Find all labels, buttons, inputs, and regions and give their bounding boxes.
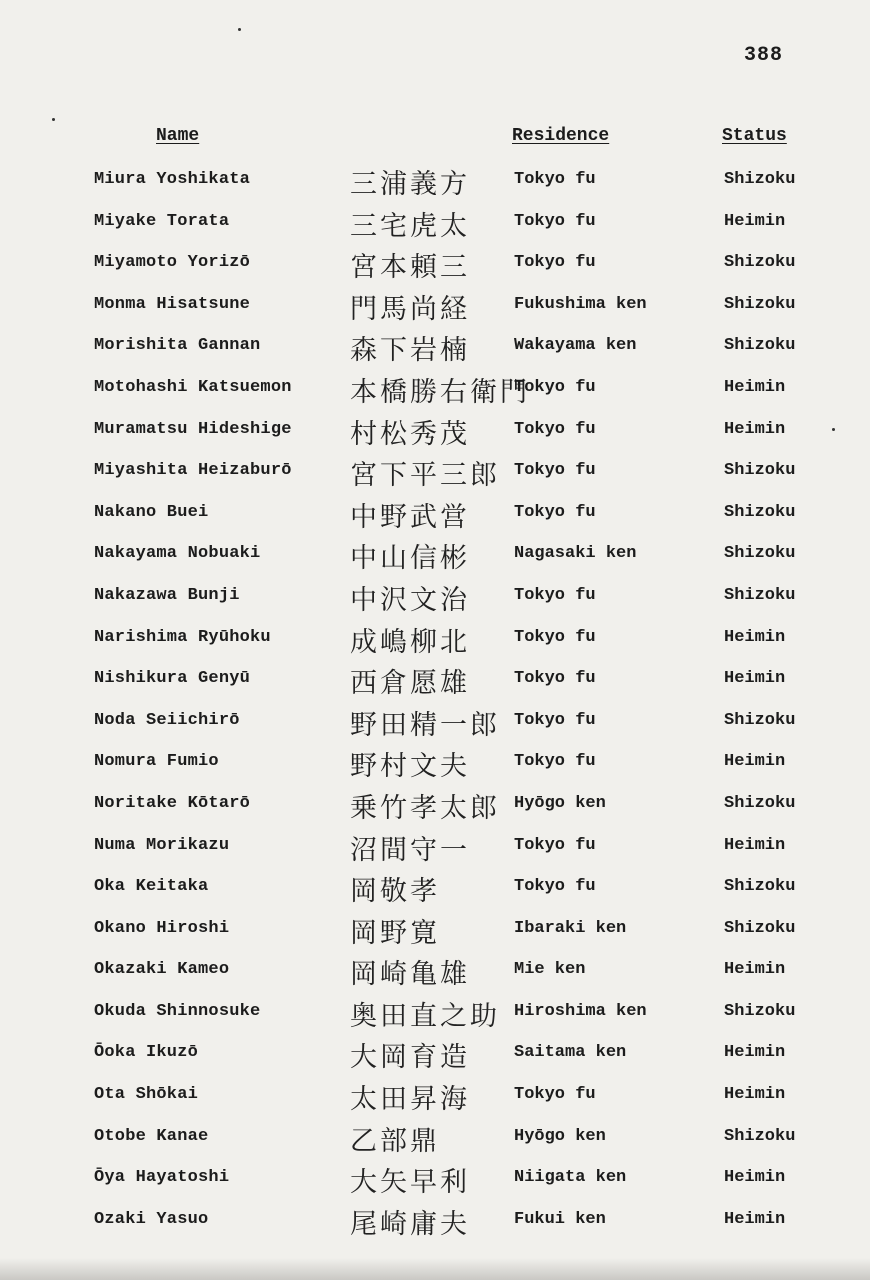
row-name: Miura Yoshikata <box>94 170 251 189</box>
row-status: Shizoku <box>724 502 796 522</box>
row-kanji: 大矢早利 <box>350 1167 470 1199</box>
row-status: Shizoku <box>724 461 796 481</box>
row-residence: Tokyo fu <box>514 877 596 897</box>
row-name: Ōya Hayatoshi <box>94 1168 230 1188</box>
row-name: Ota Shōkai <box>94 1085 199 1105</box>
speck <box>52 118 55 121</box>
row-residence: Wakayama ken <box>514 336 637 356</box>
table-row <box>0 412 870 454</box>
row-status: Shizoku <box>724 294 796 314</box>
row-kanji: 中沢文治 <box>350 584 470 616</box>
row-kanji: 乗竹孝太郎 <box>350 792 500 824</box>
row-residence: Hiroshima ken <box>514 1001 647 1021</box>
row-kanji: 村松秀茂 <box>350 418 470 450</box>
table-row <box>0 245 870 287</box>
row-kanji: 奥田直之助 <box>350 1000 500 1032</box>
row-residence: Tokyo fu <box>514 669 596 689</box>
row-residence: Fukui ken <box>514 1209 606 1229</box>
row-status: Shizoku <box>724 877 796 897</box>
row-residence: Tokyo fu <box>514 502 596 522</box>
table-row <box>0 204 870 246</box>
row-status: Heimin <box>724 1209 786 1229</box>
table-row <box>0 495 870 537</box>
table-row <box>0 1035 870 1077</box>
row-status: Shizoku <box>724 1001 796 1021</box>
row-kanji: 大岡育造 <box>350 1042 470 1074</box>
header-residence: Residence <box>512 126 610 146</box>
row-name: Ozaki Yasuo <box>94 1209 209 1229</box>
row-name: Morishita Gannan <box>94 336 261 356</box>
row-residence: Tokyo fu <box>514 710 596 730</box>
row-kanji: 本橋勝右衛門 <box>350 376 530 408</box>
row-kanji: 岡崎亀雄 <box>350 959 470 991</box>
row-kanji: 宮下平三郎 <box>350 460 500 492</box>
row-name: Oka Keitaka <box>94 877 209 897</box>
row-name: Miyake Torata <box>94 211 230 231</box>
row-name: Miyamoto Yorizō <box>94 253 251 273</box>
row-name: Okazaki Kameo <box>94 960 230 980</box>
row-name: Nakano Buei <box>94 502 209 522</box>
row-name: Noda Seiichirō <box>94 710 240 730</box>
row-residence: Fukushima ken <box>514 294 647 314</box>
row-status: Heimin <box>724 419 786 439</box>
row-residence: Saitama ken <box>514 1043 627 1063</box>
row-status: Shizoku <box>724 336 796 356</box>
row-name: Muramatsu Hideshige <box>94 419 292 439</box>
row-name: Monma Hisatsune <box>94 294 251 314</box>
table-row <box>0 370 870 412</box>
row-residence: Niigata ken <box>514 1168 627 1188</box>
row-status: Heimin <box>724 377 786 397</box>
roster-table <box>0 162 870 1243</box>
table-row <box>0 1077 870 1119</box>
row-residence: Tokyo fu <box>514 419 596 439</box>
row-kanji: 野田精一郎 <box>350 709 500 741</box>
table-row <box>0 287 870 329</box>
speck <box>238 28 241 31</box>
row-residence: Tokyo fu <box>514 627 596 647</box>
page-number: 388 <box>744 44 784 67</box>
row-residence: Tokyo fu <box>514 752 596 772</box>
row-residence: Tokyo fu <box>514 170 596 189</box>
table-row <box>0 744 870 786</box>
row-status: Shizoku <box>724 253 796 273</box>
row-kanji: 宮本頼三 <box>350 252 470 284</box>
row-kanji: 岡野寛 <box>350 917 440 949</box>
row-kanji: 森下岩楠 <box>350 335 470 367</box>
table-row <box>0 1160 870 1202</box>
row-residence: Tokyo fu <box>514 253 596 273</box>
row-status: Heimin <box>724 1043 786 1063</box>
row-status: Heimin <box>724 835 786 855</box>
row-residence: Tokyo fu <box>514 835 596 855</box>
table-row <box>0 786 870 828</box>
row-kanji: 西倉愿雄 <box>350 668 470 700</box>
row-name: Okano Hiroshi <box>94 918 230 938</box>
row-residence: Hyōgo ken <box>514 793 606 813</box>
row-name: Okuda Shinnosuke <box>94 1001 261 1021</box>
row-name: Motohashi Katsuemon <box>94 377 292 397</box>
row-kanji: 中山信彬 <box>350 543 470 575</box>
header-name: Name <box>156 126 200 146</box>
row-name: Noritake Kōtarō <box>94 793 251 813</box>
row-status: Shizoku <box>724 793 796 813</box>
table-row <box>0 828 870 870</box>
row-status: Shizoku <box>724 1126 796 1146</box>
row-status: Heimin <box>724 752 786 772</box>
row-kanji: 三浦義方 <box>350 169 470 200</box>
row-name: Nakazawa Bunji <box>94 585 240 605</box>
row-kanji: 門馬尚経 <box>350 293 470 325</box>
row-status: Heimin <box>724 627 786 647</box>
table-row <box>0 578 870 620</box>
table-row <box>0 620 870 662</box>
row-name: Narishima Ryūhoku <box>94 627 271 647</box>
table-row <box>0 911 870 953</box>
row-residence: Tokyo fu <box>514 1085 596 1105</box>
page-edge-shadow <box>0 1258 870 1280</box>
row-kanji: 尾崎庸夫 <box>350 1208 470 1240</box>
table-row <box>0 994 870 1036</box>
table-row <box>0 162 870 204</box>
table-row <box>0 703 870 745</box>
table-row <box>0 328 870 370</box>
row-status: Shizoku <box>724 710 796 730</box>
row-status: Shizoku <box>724 544 796 564</box>
row-status: Shizoku <box>724 918 796 938</box>
row-residence: Tokyo fu <box>514 211 596 231</box>
row-status: Heimin <box>724 960 786 980</box>
row-kanji: 岡敬孝 <box>350 876 440 908</box>
table-row <box>0 869 870 911</box>
table-header <box>0 126 870 152</box>
row-name: Nomura Fumio <box>94 752 219 772</box>
row-name: Ōoka Ikuzō <box>94 1043 199 1063</box>
row-residence: Hyōgo ken <box>514 1126 606 1146</box>
row-residence: Tokyo fu <box>514 377 596 397</box>
table-row <box>0 1119 870 1161</box>
row-kanji: 中野武営 <box>350 501 470 533</box>
row-status: Heimin <box>724 669 786 689</box>
row-name: Miyashita Heizaburō <box>94 461 292 481</box>
row-status: Heimin <box>724 211 786 231</box>
row-status: Heimin <box>724 1085 786 1105</box>
row-status: Shizoku <box>724 170 796 189</box>
row-name: Numa Morikazu <box>94 835 230 855</box>
row-residence: Ibaraki ken <box>514 918 627 938</box>
row-kanji: 三宅虎太 <box>350 210 470 242</box>
row-residence: Mie ken <box>514 960 586 980</box>
row-name: Nishikura Genyū <box>94 669 251 689</box>
table-row <box>0 536 870 578</box>
row-kanji: 野村文夫 <box>350 751 470 783</box>
row-name: Nakayama Nobuaki <box>94 544 261 564</box>
row-status: Shizoku <box>724 585 796 605</box>
row-name: Otobe Kanae <box>94 1126 209 1146</box>
row-residence: Nagasaki ken <box>514 544 637 564</box>
table-row <box>0 1202 870 1244</box>
table-row <box>0 661 870 703</box>
row-kanji: 沼間守一 <box>350 834 470 866</box>
row-residence: Tokyo fu <box>514 585 596 605</box>
row-kanji: 成嶋柳北 <box>350 626 470 658</box>
row-kanji: 太田昇海 <box>350 1084 470 1116</box>
row-kanji: 乙部鼎 <box>350 1125 440 1157</box>
header-status: Status <box>722 126 787 146</box>
row-status: Heimin <box>724 1168 786 1188</box>
table-row <box>0 453 870 495</box>
table-row <box>0 952 870 994</box>
row-residence: Tokyo fu <box>514 461 596 481</box>
